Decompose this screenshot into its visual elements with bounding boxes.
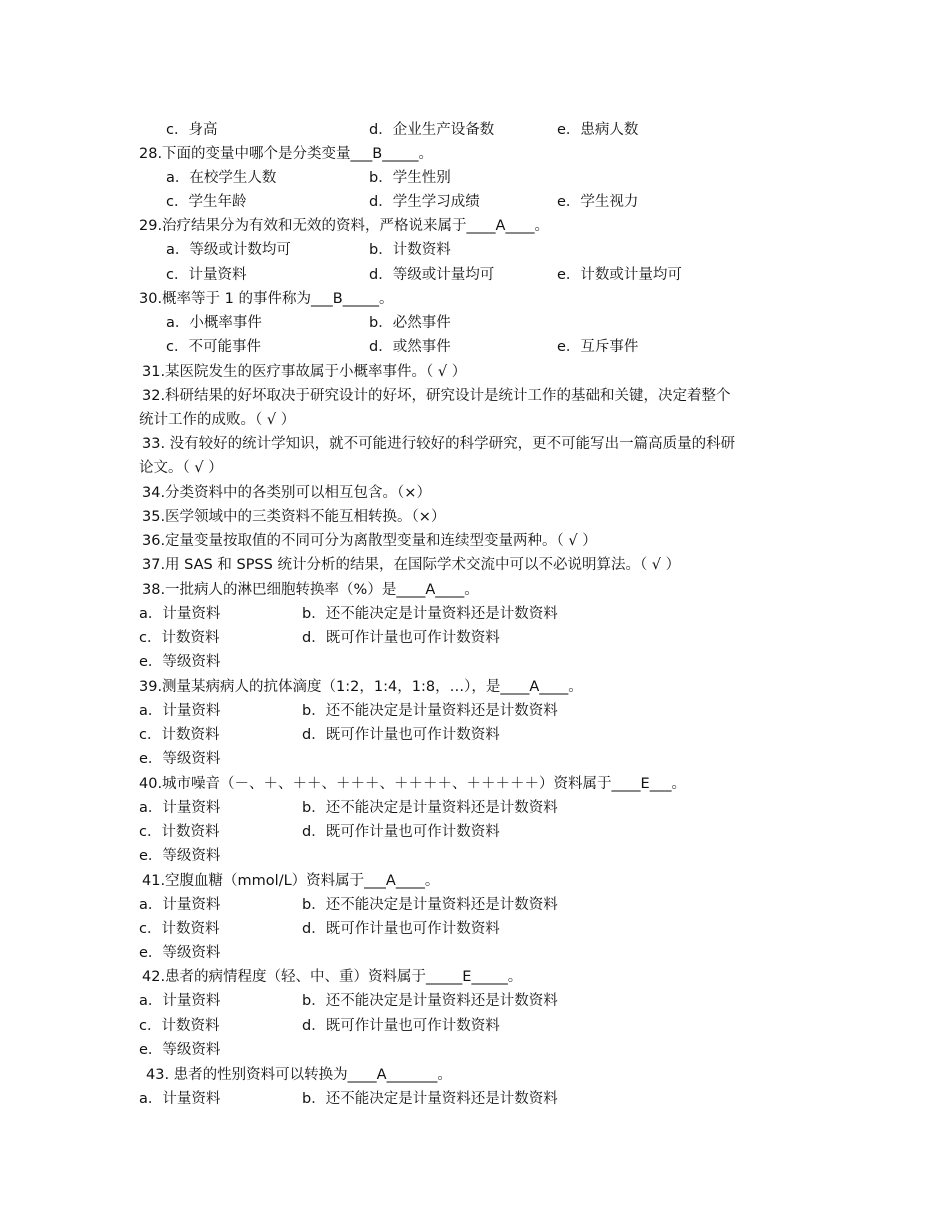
option-b: b．学生性别 <box>369 170 451 186</box>
option-b: b．还不能决定是计量资料还是计数资料 <box>302 993 558 1009</box>
option-c: c．计数资料 <box>139 824 220 840</box>
option-d: d．既可作计量也可作计数资料 <box>302 921 500 937</box>
option-e: e．等级资料 <box>139 751 221 767</box>
option-a: a．等级或计数均可 <box>166 242 291 258</box>
option-c: c．计数资料 <box>139 1018 220 1034</box>
option-c: c．计量资料 <box>166 267 247 283</box>
option-a: a．计量资料 <box>139 993 221 1009</box>
option-b: b．必然事件 <box>369 315 451 331</box>
option-a: a．计量资料 <box>139 800 221 816</box>
option-c: c．学生年龄 <box>166 194 247 210</box>
document-page: c．身高 d．企业生产设备数 e．患病人数 28.下面的变量中哪个是分类变量___B_____。 a．在校学生人数 b．学生性别 c．学生年龄 d．学生学习成绩 e．学生视力 29.治疗结果分为有效和无效的资料，严格说来属于____A____。 a．等级或计数均可 b．计数资料 c．计量资料 d．等级或计量均可 e．计数或计量均可 30.概率等于 1 的事件称为___B_____。 a．小概率事件 b．必然事件 c．不可能事件 d．或然事件 e．互斥事件 31.某医院发生的医疗事故属于小概率事件。（ √ ） 32.科研结果的好坏取决于研究设计的好坏，研究设计是统计工作的基础和关键，决定着整个 统计工作的成败。（ √ ） 33. 没有较好的统计学知识，就不可能进行较好的科学研究，更不可能写出一篇高质量的科研 论文。（ √ ） 34.分类资料中的各类别可以相互包含。（×） 35.医学领域中的三类资料不能互相转换。（×） 36.定量变量按取值的不同可分为离散型变量和连续型变量两种。（ √ ） 37.用 SAS 和 SPSS 统计分析的结果，在国际学术交流中可以不必说明算法。（ √ ） 38.一批病人的淋巴细胞转换率（%）是____A____。 a．计量资料 b．还不能决定是计量资料还是计数资料 c．计数资料 d．既可作计量也可作计数资料 e．等级资料 39.测量某病病人的抗体滴度（1:2，1:4，1:8，…），是____A____。 a．计量资料 b．还不能决定是计量资料还是计数资料 c．计数资料 d．既可作计量也可作计数资料 e．等级资料 40.城市噪音（－、＋、＋＋、＋＋＋、＋＋＋＋、＋＋＋＋＋）资料属于____E___。 a．计量资料 b．还不能决定是计量资料还是计数资料 c．计数资料 d．既可作计量也可作计数资料 e．等级资料 41.空腹血糖（mmol/L）资料属于___A____。 a．计量资料 b．还不能决定是计量资料还是计数资料 c．计数资料 d．既可作计量也可作计数资料 e．等级资料 42.患者的病情程度（轻、中、重）资料属于_____E_____。 a．计量资料 b．还不能决定是计量资料还是计数资料 c．计数资料 d．既可作计量也可作计数资料 e．等级资料 43. 患者的性别资料可以转换为____A_______。 a．计量资料 b．还不能决定是计量资料还是计数资料 <box>0 0 950 1230</box>
option-a: a．计量资料 <box>139 606 221 622</box>
option-b: b．还不能决定是计量资料还是计数资料 <box>302 703 558 719</box>
option-d: d．等级或计量均可 <box>369 267 495 283</box>
option-a: a．在校学生人数 <box>166 170 277 186</box>
option-d: d．既可作计量也可作计数资料 <box>302 630 500 646</box>
option-c: c．计数资料 <box>139 727 220 743</box>
option-a: a．计量资料 <box>139 897 221 913</box>
option-e: e．患病人数 <box>557 122 639 138</box>
option-a: a．小概率事件 <box>166 315 262 331</box>
option-d: d．企业生产设备数 <box>369 122 495 138</box>
option-e: e．等级资料 <box>139 848 221 864</box>
option-b: b．还不能决定是计量资料还是计数资料 <box>302 897 558 913</box>
option-d: d．或然事件 <box>369 339 451 355</box>
option-e: e．计数或计量均可 <box>557 267 682 283</box>
option-a: a．计量资料 <box>139 703 221 719</box>
option-b: b．还不能决定是计量资料还是计数资料 <box>302 606 558 622</box>
option-e: e．互斥事件 <box>557 339 639 355</box>
option-b: b．计数资料 <box>369 242 451 258</box>
option-e: e．等级资料 <box>139 654 221 670</box>
option-b: b．还不能决定是计量资料还是计数资料 <box>302 800 558 816</box>
option-c: c．不可能事件 <box>166 339 261 355</box>
option-d: d．学生学习成绩 <box>369 194 480 210</box>
option-b: b．还不能决定是计量资料还是计数资料 <box>302 1091 558 1107</box>
option-d: d．既可作计量也可作计数资料 <box>302 1018 500 1034</box>
option-e: e．学生视力 <box>557 194 639 210</box>
option-c: c．计数资料 <box>139 630 220 646</box>
option-c: c．计数资料 <box>139 921 220 937</box>
option-a: a．计量资料 <box>139 1091 221 1107</box>
option-e: e．等级资料 <box>139 945 221 961</box>
option-e: e．等级资料 <box>139 1042 221 1058</box>
option-d: d．既可作计量也可作计数资料 <box>302 727 500 743</box>
option-c: c．身高 <box>166 122 218 138</box>
option-d: d．既可作计量也可作计数资料 <box>302 824 500 840</box>
